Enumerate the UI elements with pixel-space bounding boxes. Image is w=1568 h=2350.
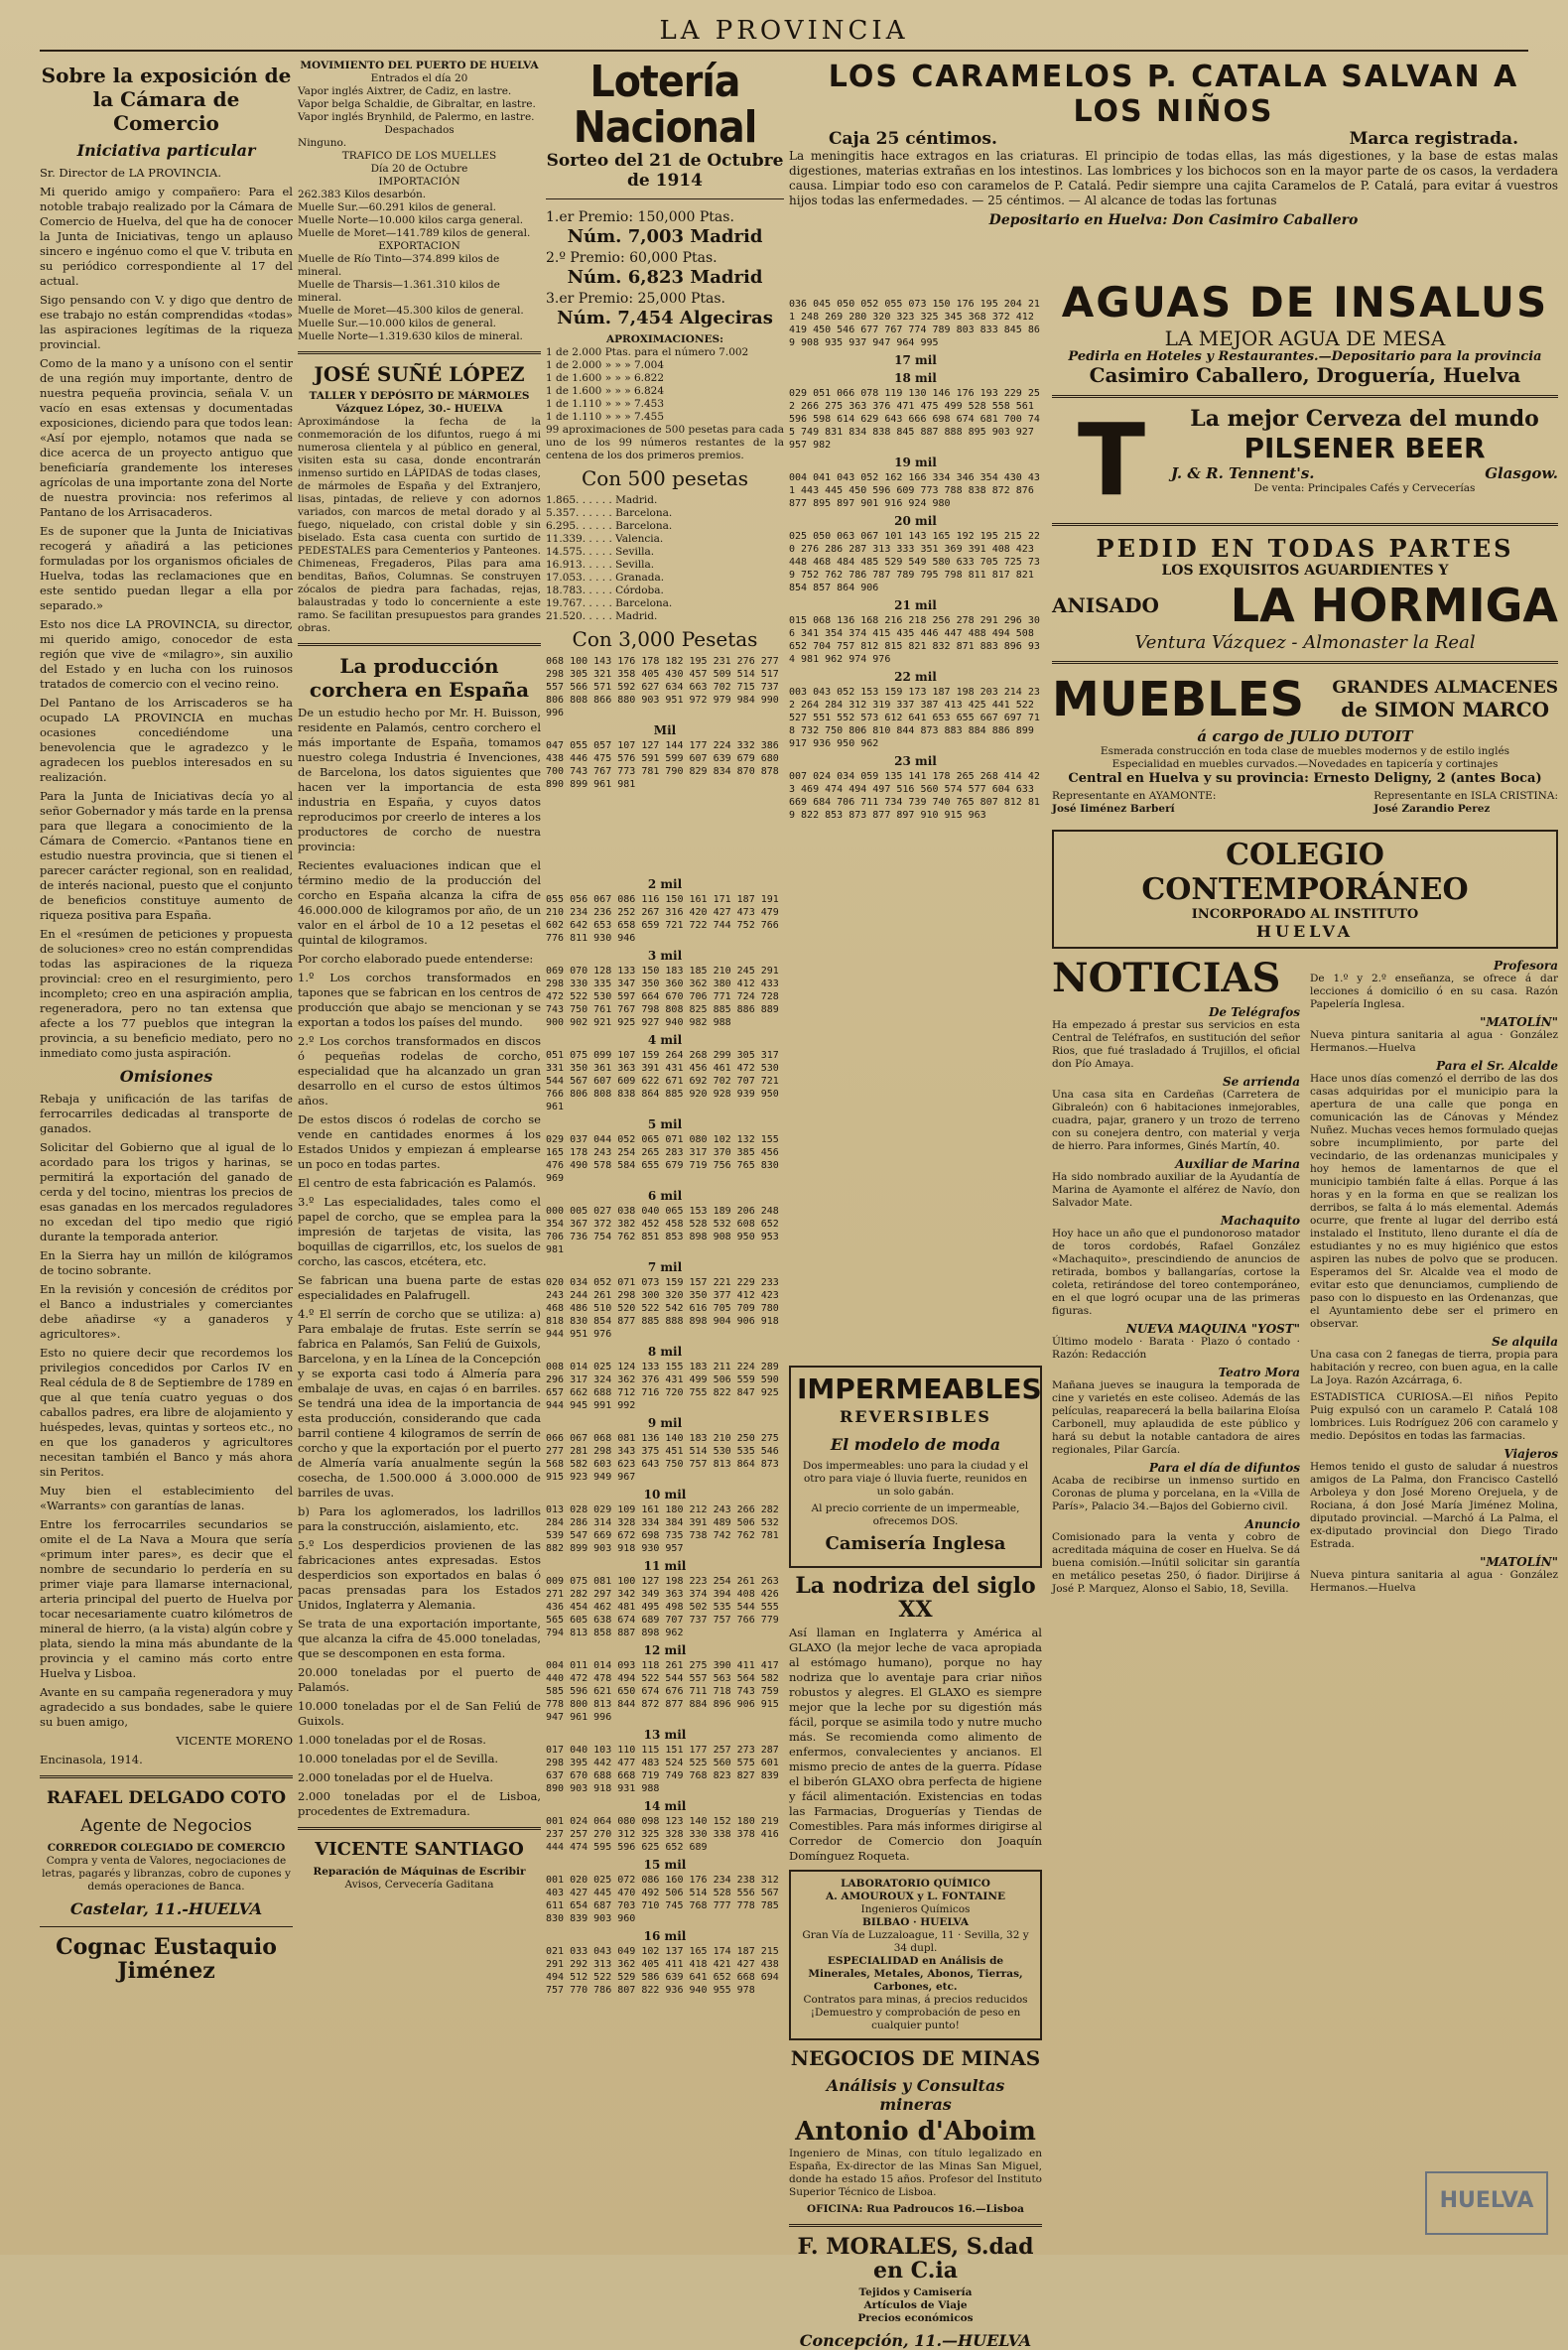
port-line: Despachados [384,124,455,136]
winner-500-row: 21.520. . . . . Madrid. [546,610,658,622]
beer-1: La mejor Cerveza del mundo [1190,406,1539,432]
article-paragraph: Solicitar del Gobierno que al igual de lo acordado para los trigos y harinas, se permitirá la exportación del ganado de cerda y del tocino, mientras los precios de esas ganadas en los mercados reguladores no excedan del tipo medio que rigió durante la temporada anterior. [40,1140,293,1243]
muebles: MUEBLES [1052,672,1305,727]
grid-heading: 6 mil [647,1189,683,1203]
noticia-text: Nueva pintura sanitaria al agua · González Hermanos.—Huelva [1310,1029,1558,1054]
noticia-heading: NUEVA MAQUINA "YOST" [1125,1322,1300,1336]
corcho-paragraph: 5.º Los desperdicios provienen de las fabricaciones antes expresadas. Estos desperdicios son exportados en balas ó pacas prensadas para los Estados Unidos, Inglaterra y Alemania. [298,1538,541,1612]
article-paragraph: Rebaja y unificación de las tarifas de ferrocarriles dedicadas al transporte de ganados. [40,1092,293,1135]
corcho-paragraph: 4.º El serrín de corcho que se utiliza: a) Para embalaje de frutas. Este serrín se fabrica en Palamós, San Feliú de Guixols, Barcelona, y en la Línea de la Concepción y se exporta casi todo á Almería para embalaje de uvas, en cajas ó en barriles. Se tendrá una idea de la importancia de esta producción, considerando que cada barril contiene 4 kilogramos de serrín de corcho y que la exportación por el puerto de Almería varía anualmente según la cosecha, de 1.500.000 á 3.000.000 de barriles de uvas. [298,1307,541,1500]
article-paragraph: Mi querido amigo y compañero: Para el notoble trabajo realizado por la Cámara de Comercio de Huelva, del que ha de conocer la Junta de Iniciativas, tengo un aplauso sincero e ingénuo como el que V. tributa en su periódico correspondiente al 17 del actual. [40,185,293,288]
lab-note2: ¡Demuestro y comprobación de peso en cualquier punto! [810,2007,1021,2031]
minas-sub: Análisis y Consultas mineras [826,2076,1005,2114]
insalus-contact: Casimiro Caballero, Droguería, Huelva [1089,363,1521,387]
corcho-paragraph: 10.000 toneladas por el de Sevilla. [298,1752,499,1765]
port-line: Día 20 de Octubre [370,163,468,175]
number-grid: 036 045 050 052 055 073 150 176 195 204 211 248 269 280 320 323 325 345 368 372 412 419 450 546 677 767 774 789 803 833 845 869 908 935 937 947 964 995 [789,299,1040,348]
minas-title: NEGOCIOS DE MINAS [790,2046,1041,2070]
lottery-column-2 [546,873,784,2233]
muebles-3: á cargo de JULIO DUTOIT [1197,727,1413,745]
noticia-text: ESTADISTICA CURIOSA.—El niños Pepito Puig expulsó con un caramelo P. Catalá 108 lombrices. Luis Rodríguez 206 con caramelo y medio. Depósitos en todas las farmacias. [1310,1391,1558,1442]
prize-1-number: Núm. 7,003 Madrid [567,226,763,247]
corcho-body [298,706,541,1819]
rep1: Representante en AYAMONTE: [1052,790,1217,802]
insalus-mesa: LA MEJOR AGUA DE MESA [1164,326,1446,350]
aprox-note: 99 aproximaciones de 500 pesetas para cada uno de los 99 números restantes de la centena de los dos primeros premios. [546,424,784,461]
imp-t2: Al precio corriente de un impermeable, ofrecemos DOS. [811,1502,1020,1527]
lottery-column-3 [789,298,1042,1360]
article-paragraph: Omisiones [119,1067,213,1086]
prize-2-number: Núm. 6,823 Madrid [567,267,763,288]
corcho-paragraph: 2.000 toneladas por el de Lisboa, procedentes de Extremadura. [298,1789,541,1818]
lab-spec: ESPECIALIDAD en Análisis de Minerales, Metales, Abonos, Tierras, Carbones, etc. [808,1955,1023,1993]
corcho-paragraph: 1.º Los corchos transformados en tapones que se fabrican en los centros de producción que abajo se mencionan y se exportan a todos los países del mundo. [298,971,541,1029]
grid-heading: 13 mil [643,1728,687,1742]
grid-heading: 12 mil [643,1643,687,1657]
noticia-text: Hemos tenido el gusto de saludar á nuestros amigos de La Palma, don Francisco Castelló Arboleya y don José Moreno Orejuela, y de Rociana, á don José María Jiménez Molina, diputado provincial. —Marchó á La Palma, el ex-diputado provincial don Diego Tirado Estrada. [1310,1461,1558,1550]
caramelos-brand: Marca registrada. [1349,129,1518,149]
grid-heading: 11 mil [643,1559,687,1573]
corcho-paragraph: De estos discos ó rodelas de corcho se vende en cantidades enormes á los Estados Unidos y empiezan á emplearse un poco en todas partes. [298,1112,541,1171]
lottery-column [546,57,785,790]
winner-500-row: 5.357. . . . . . Barcelona. [546,507,673,519]
noticia-text: Hace unos días comenzó el derribo de las dos casas adquiridas por el municipio para la apertura de una calle que ponga en comunicación las de Cánovas y Méndez Nuñez. Muchas veces hemos formulado quejas sobre incumplimiento, por parte del vecindario, de las ordenanzas municipales y hoy hemos de lamentarnos de que el municipio también falte á ellas. Porque á las horas y en la forma en que se realizan los derribos, se falta á lo más elemental. Además ocurre, que frente al lugar del derribo está instalado el Instituto, lleno durante el día de estudiantes y no es muy higiénico que estos aspiren las nubes de polvo que se producen. Esperamos del Sr. Alcalde vea el modo de evitar esto que denunciamos, cumpliendo de paso con lo dispuesto en las Ordenanzas, que el Ayuntamiento debe ser el primero en observar. [1310,1073,1558,1330]
muebles-4: Esmerada construcción en toda clase de muebles modernos y de estilo inglés [1100,745,1510,757]
lab-role: Ingenieros Químicos [860,1903,971,1915]
aprox-row: 1 de 1.600 » » » 6.824 [546,385,665,397]
article-paragraph: Esto no quiere decir que recordemos los privilegios concedidos por Carlos IV en Real cédula de 8 de Septiembre de 1789 en que al que tenía cuatro yeguas o dos caballos padres, era libre de alojamiento y huéspedes, levas, quintas y sorteos etc., no en que los ganaderos y agricultores necesitan también el Banco y más ahora sin Peritos. [40,1346,293,1479]
rep2: Representante en ISLA CRISTINA: [1373,790,1558,802]
muebles-1: GRANDES ALMACENES [1332,678,1558,698]
noticia-heading: Para el día de difuntos [1148,1461,1300,1475]
number-grid: 029 037 044 052 065 071 080 102 132 155 165 178 243 254 265 283 317 370 385 456 476 490 578 584 655 679 719 756 765 830 969 [546,1134,785,1184]
hormiga: LA HORMIGA [1230,579,1558,632]
caramelos-title: LOS CARAMELOS P. CATALA SALVAN A LOS NIÑOS [828,60,1519,129]
muebles-2: de SIMON MARCO [1341,698,1550,721]
corcho-paragraph: Se fabrican una buena parte de estas especialidades en Palafrugell. [298,1273,541,1302]
number-grid: 025 050 063 067 101 143 165 192 195 215 220 276 286 287 313 333 351 369 391 408 423 448 468 484 485 529 549 580 633 705 725 739 752 762 786 787 789 795 798 811 817 821 854 857 864 906 [789,531,1040,593]
article-paragraph: Sigo pensando con V. y digo que dentro de ese trabajo no están comprendidas «todas» las aspiraciones legítimas de la riqueza provincial. [40,293,293,351]
grid-heading: 22 mil [894,670,937,684]
winner-500-row: 19.767. . . . . Barcelona. [546,597,673,609]
port-line: Vapor belga Schaldie, de Gibraltar, en lastre. [298,98,536,110]
huelva-stamp-icon: HUELVA [1425,2171,1548,2235]
beer-5: De venta: Principales Cafés y Cervecerías [1253,482,1476,494]
noticia-heading: De Telégrafos [1208,1005,1300,1019]
number-grid: 000 005 027 038 040 065 153 189 206 248 354 367 372 382 452 458 528 532 608 652 706 736 754 762 851 853 898 908 950 953 981 [546,1206,785,1255]
grid-heading: 19 mil [894,456,937,469]
winner-500-row: 14.575. . . . . Sevilla. [546,546,655,558]
nodriza-text: Así llaman en Inglaterra y América al GLAXO (la mejor leche de vaca apropiada al estómago humano), porque no hay nodriza que lo aventaje para criar niños robustos y alegres. El GLAXO es siempre mejor que la leche por su digestión más fácil, porque se asimila todo y nutre mucho más. Se recomienda como alimento de enfermos, convalecientes y ancianos. El mismo precio de antes de la guerra. Pídase el biberón GLAXO obra perfecta de higiene y fácil alimentación. Existencias en todas las Farmacias, Droguerías y Tiendas de Comestibles. Para más informes dirigirse al Corredor de Comercio don Joaquín Domínguez Roqueta. [789,1626,1042,1863]
number-grid: 066 067 068 081 136 140 183 210 250 275 277 281 298 343 375 451 514 530 535 546 568 582 603 623 643 750 757 813 864 873 915 923 949 967 [546,1433,785,1483]
winner-500-row: 16.913. . . . . Sevilla. [546,559,655,571]
noticias-title: NOTICIAS [1052,955,1281,1001]
port-title: MOVIMIENTO DEL PUERTO DE HUELVA [300,60,539,71]
grid-heading: 23 mil [894,754,937,768]
number-grid: 007 024 034 059 135 141 178 265 268 414 423 469 474 494 497 516 560 574 577 604 633 669 684 706 711 734 739 740 765 807 812 819 822 853 873 877 897 910 915 963 [789,771,1040,821]
ad-cognac: Cognac Eustaquio Jiménez [56,1934,277,1984]
ad-sune-desc: Aproximándose la fecha de la conmemoración de los difuntos, ruego á mi numerosa clientela y al público en general, visiten esta su casa, donde encontrarán inmenso surtido en LÁPIDAS de todas clases, de mármoles de España y del Extranjero, lisas, pintadas, de relieve y con adornos variados, con marcos de metal dorado y al fuego, niquelado, con cristal doble y sin biselado. Esta casa cuenta con surtido de PEDESTALES para Cementerios y Panteones. Chimeneas, Fregaderos, Pilas para ama benditas, Baños, Columnas. Se construyen zócalos de piedra para fachadas, rejas, balaustradas y todo lo concerniente a este ramo. Se facilitan presupuestos para grandes obras. [298,416,541,634]
article-paragraph: En la revisión y concesión de créditos por el Banco a industriales y comerciantes debe añadirse «y a ganaderos y agricultores». [40,1282,293,1341]
port-line: Muelle Sur.—60.291 kilos de general. [298,201,497,213]
grid-heading: 10 mil [643,1488,687,1501]
muebles-5: Especialidad en muebles curvados.—Novedades en tapicería y cortinajes [1111,758,1499,770]
minas-name: Antonio d'Aboim [795,2117,1036,2147]
noticias-left [1052,955,1300,1600]
noticia-text: Ha empezado á prestar sus servicios en esta Central de Teléfrafos, en sustitución del señor Rios, que fué trasladado á Trujillos, el oficial don Pío Amaya. [1052,1019,1300,1070]
beer-3: J. & R. Tennent's. [1171,464,1315,482]
port-line: Muelle de Moret—141.789 kilos de general. [298,227,531,239]
caramelos-ad [789,60,1558,268]
beer-ad [1052,402,1558,518]
grid-heading: 5 mil [647,1117,683,1131]
noticia-heading: Para el Sr. Alcalde [1436,1059,1558,1073]
ad-santiago-desc: Reparación de Máquinas de Escribir [313,1866,526,1878]
beer-4: Glasgow. [1485,464,1558,482]
noticia-text: Una casa sita en Cardeñas (Carretera de Gibraleón) con 6 habitaciones inmejorables, cuadra, pajar, granero y un trozo de terreno con su conejera dentro, con material y verja de hierro. Para informes, Ginés Martín, 40. [1052,1089,1300,1152]
corcho-paragraph: Por corcho elaborado puede entenderse: [298,952,534,966]
corcho-paragraph: 3.º Las especialidades, tales como el papel de corcho, que se emplea para la impresión de tarjetas de visita, las boquillas de cigarrillos, etc, los suelos de corcho, las cascos, etcétera, etc. [298,1195,541,1268]
grid-heading: 9 mil [647,1416,683,1430]
caramelos-text: La meningitis hace extragos en las criaturas. El principio de todas ellas, las más digestiones, y la base de estas malas digestiones, materias extrañas en los intestinos. Las lombrices y los bichocos son en la mayor parte de os casos, la verdadera causa. Limpiar todo eso con caramelos de P. Catalá. Pedir siempre una cajita Caramelos de P. Catalá, para evitar á vuestros hijos todas las enfermedades. — 25 céntimos. — Al alcance de todas las fortunas [789,149,1558,207]
port-line: Muelle de Moret—45.300 kilos de general. [298,305,524,317]
h3000: Con 3,000 Pesetas [572,627,758,651]
aprox-row: 1 de 2.000 Ptas. para el número 7.002 [546,346,749,358]
insalus-text: Pedirla en Hoteles y Restaurantes.—Depositario para la provincia [1068,349,1542,364]
grid-heading: 14 mil [643,1799,687,1813]
ad-delgado-desc: Compra y venta de Valores, negociaciones de letras, pagarés y libranzas, cobro de cupones y demás operaciones de Banca. [42,1855,291,1893]
number-grid: 008 014 025 124 133 155 183 211 224 289 296 317 324 362 376 431 499 506 559 590 657 662 688 712 716 720 755 822 847 925 944 945 991 992 [546,1362,785,1411]
ad-delgado-role: Agente de Negocios [80,1816,252,1836]
grid-heading: 18 mil [894,371,937,385]
port-line: Muelle Sur.—10.000 kilos de general. [298,318,497,329]
article-body [40,166,293,1730]
article-paragraph: En el «resúmen de peticiones y propuesta de soluciones» creo no están comprendidas todas las aspiraciones de la riqueza provincial: creo en el resurgimiento, pero incompleto; creo en una aspiración amplia, regeneradora, pero no tan extensa que afecte a los 77 pueblos que integran la provincia, a su beneficio mediato, pero no inmediato como justa aspiración. [40,927,293,1060]
article-paragraph: Muy bien el establecimiento del «Warrants» con garantías de lanas. [40,1484,293,1512]
grid-heading: 17 mil [894,353,937,367]
article-paragraph: Entre los ferrocarriles secundarios se omite el de La Nava a Moura que sería «primum inter pares», es decir que el nombre de secundario lo perdería en su primer viaje para llamarse internacional, arteria principal del puerto de Huelva por tocar necesariamente cuatro kilómetros de mineral de hierro, (a la vista) algún cobre y plata, siendo la mina más abundante de la provincia y el camino más corto entre Huelva y Lisboa. [40,1517,293,1680]
noticia-text: Hoy hace un año que el pundonoroso matador de toros cordobés, Rafael González «Machaquito», prescindiendo de anuncios de retirada, bombos y ballangarías, cortose la coleta, retirándose del toreo contemporáneo, en el que logró ocupar una de las primeras figuras. [1052,1228,1300,1317]
noticia-text: Comisionado para la venta y cobro de acreditada máquina de coser en Huelva. Se dá buena comisión.—Inútil solicitar sin garantía en metálico pesetas 250, ó fiador. Dirijirse á José P. Marquez, Alonso el Sabio, 18, Sevilla. [1052,1531,1300,1595]
grid-heading: 7 mil [647,1260,683,1274]
aprox-row: 1 de 1.600 » » » 6.822 [546,372,665,384]
colegio-title: COLEGIO CONTEMPORÁNEO [1141,838,1469,907]
imp-name: Camisería Inglesa [825,1533,1006,1554]
article-paragraph: En la Sierra hay un millón de kilógramos de tocino sobrante. [40,1248,293,1277]
number-grid: 004 041 043 052 162 166 334 346 354 430 431 443 445 450 596 609 773 788 838 872 876 877 895 897 901 916 924 980 [789,472,1040,509]
article-paragraph: Como de la mano y a unísono con el sentir de una región muy importante, dentro de nuestra pequeña provincia, señala V. un vacío en esas extensas y documentadas exposiciones, diciendo para que todos lean: «Así por ejemplo, notamos que nada se dice acerca de un proyecto antiguo que beneficiaría grandemente los intereses agrícolas de una importante zona del Norte de nuestra provincia: nos referimos al Pantano de los Arrisacaderos. [40,356,293,519]
prize-2: 2.º Premio: 60,000 Ptas. [546,250,718,266]
number-grid: 055 056 067 086 116 150 161 171 187 191 210 234 236 252 267 316 420 427 473 479 602 642 653 658 659 721 722 744 752 766 776 811 930 946 [546,894,785,944]
grid-heading: 4 mil [647,1033,683,1047]
winner-500-row: 11.339. . . . . Valencia. [546,533,664,545]
corcho-paragraph: 2.º Los corchos transformados en discos ó pequeñas rodelas de corcho, especialidad que ha alcanzado un gran desarrollo en el curso de estos últimos años. [298,1034,541,1108]
grid-heading: 15 mil [643,1858,687,1872]
noticia-heading: Anuncio [1244,1517,1300,1531]
ad-sune-addr: Vázquez López, 30.- HUELVA [335,403,503,415]
lab-title: LABORATORIO QUÍMICO [841,1878,990,1890]
corcho-paragraph: Recientes evaluaciones indican que el término medio de la producción del corcho en España alcanza la cifra de 46.000.000 de kilogramos por año, de un valor en el árbol de 10 a 12 pesetas el quintal de kilogramos. [298,858,541,947]
ad-sune-name: JOSÉ SUÑÉ LÓPEZ [314,362,525,386]
number-grid: 001 020 025 072 086 160 176 234 238 312 403 427 445 470 492 506 514 528 556 567 611 654 687 703 710 745 768 777 778 785 830 839 903 960 [546,1875,785,1924]
number-grid: 051 075 099 107 159 264 268 299 305 317 331 350 361 363 391 431 456 461 472 530 544 567 607 609 622 671 692 702 707 721 766 806 808 838 864 885 920 928 939 950 961 [546,1050,785,1112]
grid-heading: 21 mil [894,598,937,612]
aprox-row: 1 de 2.000 » » » 7.004 [546,359,665,371]
port-line: Vapor inglés Aixtrer, de Cadiz, en lastre. [298,85,512,97]
article-paragraph: Para la Junta de Iniciativas decía yo al señor Gobernador y más tarde en la prensa para que llegara a conocimiento de la Cámara de Comercio. «Pantanos tiene en estudio nuestra provincia, que si tienen el parecer carácter regional, son en realidad, de interés nacional, puesto que el conjunto de beneficios constituye aumento de riqueza positiva para España. [40,789,293,922]
lab-addr: Gran Vía de Luzzaloague, 11 · Sevilla, 32 y 34 dupl. [802,1929,1029,1954]
noticia-text: De 1.º y 2.º enseñanza, se ofrece á dar lecciones á domicilio ó en su casa. Razón Papelería Inglesa. [1310,973,1558,1010]
ad-delgado-addr: Castelar, 11.-HUELVA [69,1899,263,1918]
masthead: LA PROVINCIA [40,10,1528,52]
number-grid: 001 024 064 080 098 123 140 152 180 219 237 257 270 312 325 328 330 338 378 416 444 474 595 596 625 652 689 [546,1816,785,1853]
article-paragraph: Es de suponer que la Junta de Iniciativas recogerá y añadirá a las peticiones formuladas por los organismos oficiales de Huelva, todas las reclamaciones que en este sentido puedan llegar a ella por separado.» [40,524,293,612]
corcho-paragraph: b) Para los aglomerados, los ladrillos para la construcción, aislamiento, etc. [298,1504,541,1533]
minas-office: OFICINA: Rua Padroucos 16.—Lisboa [807,2203,1024,2215]
impermeables-ad [789,1366,1042,1568]
lab-city: BILBAO · HUELVA [862,1916,969,1928]
ad-santiago-addr: Avisos, Cervecería Gaditana [344,1879,494,1891]
grid-mil-h: Mil [653,723,677,737]
port-line: IMPORTACIÓN [378,176,460,188]
port-line: TRAFICO DE LOS MUELLES [341,150,497,162]
number-grid: 021 033 043 049 102 137 165 174 187 215 291 292 313 362 405 411 418 421 427 438 494 512 522 529 586 639 641 652 668 694 757 770 786 807 822 936 940 955 978 [546,1946,785,1996]
aprox-row: 1 de 1.110 » » » 7.453 [546,398,665,410]
imp-title: IMPERMEABLES [797,1372,1042,1405]
colegio-sub: INCORPORADO AL INSTITUTO [1191,907,1419,922]
corcho-paragraph: 20.000 toneladas por el puerto de Palamós. [298,1665,541,1694]
article-paragraph: Sr. Director de LA PROVINCIA. [40,166,222,180]
morales-title: F. MORALES, S.dad en C.ia [797,2234,1034,2284]
noticia-heading: "MATOLÍN" [1480,1015,1558,1029]
number-grid: 020 034 052 071 073 159 157 221 229 233 243 244 261 298 300 320 350 377 412 423 468 486 510 520 522 542 616 705 709 780 818 830 854 877 885 888 898 904 906 918 944 951 976 [546,1277,785,1340]
imp-t1: Dos impermeables: uno para la ciudad y el otro para viaje ó lluvia fuerte, reunidos en un solo gabán. [802,1460,1029,1498]
pedid: PEDID EN TODAS PARTES [1096,534,1514,563]
article-subtitle: Iniciativa particular [76,141,256,160]
noticia-text: Último modelo · Barata · Plazo ó contado · Razón: Redacción [1052,1336,1300,1361]
port-line: Entrados el día 20 [370,72,468,84]
noticia-heading: Auxiliar de Marina [1175,1157,1300,1171]
number-grid: 029 051 066 078 119 130 146 176 193 229 252 266 275 363 376 471 475 499 528 558 561 596 598 614 629 643 666 698 674 681 700 745 749 831 834 838 845 887 888 895 903 927 957 982 [789,388,1040,451]
noticia-heading: Machaquito [1220,1214,1300,1228]
port-line: Muelle de Río Tinto—374.899 kilos de mineral. [298,253,500,278]
rep2-name: José Zarandio Perez [1373,803,1491,815]
minas-text: Ingeniero de Minas, con título legalizado en España, Ex-director de las Minas San Miguel, donde ha estado 15 años. Profesor del Instituto Superior Técnico de Lisboa. [789,2148,1042,2198]
corcho-title: La producción corchera en España [309,654,530,702]
article-paragraph: Del Pantano de los Arriscaderos se ha ocupado LA PROVINCIA en muchas ocasiones concediéndome una benevolencia que le agradezco y le agradecen los pueblos interesados en su realización. [40,696,293,784]
beer-2: PILSENER BEER [1243,432,1486,464]
grid-heading: 3 mil [647,949,683,963]
noticia-text: Mañana jueves se inaugura la temporada de cine y varietés en este coliseo. Además de las películas, reaparecerá la bella bailarina Eloísa Carbonell, muy aplaudida de este público y hará su debut la notable cantadora de aires regionales, Pilar García. [1052,1379,1300,1456]
prize-3-number: Núm. 7,454 Algeciras [557,308,773,328]
insalus-title: AGUAS DE INSALUS [1061,278,1549,326]
column-5 [1052,278,1558,2233]
number-grid: 015 068 136 168 216 218 256 278 291 296 306 341 354 374 415 435 446 447 488 494 508 652 704 757 812 815 821 832 871 883 896 934 981 962 974 976 [789,615,1040,665]
winner-500-row: 18.783. . . . . Córdoba. [546,585,664,596]
noticia-heading: Se arrienda [1223,1075,1300,1089]
winner-500-row: 6.295. . . . . . Barcelona. [546,520,673,532]
prize-1: 1.er Premio: 150,000 Ptas. [546,209,734,225]
noticia-heading: "MATOLÍN" [1480,1555,1558,1569]
lottery-title: Lotería Nacional [573,57,757,153]
port-line: Vapor inglés Brynhild, de Palermo, en lastre. [298,111,535,123]
signature: VICENTE MORENO [176,1734,293,1748]
column-2 [298,60,541,2233]
number-grid: 013 028 029 109 161 180 212 243 266 282 284 286 314 328 334 384 391 489 506 532 539 547 669 672 698 735 738 742 762 781 882 899 903 918 930 957 [546,1504,785,1554]
colegio-city: HUELVA [1255,922,1355,941]
morales-addr: Concepción, 11.—HUELVA [799,2331,1032,2350]
place-date: Encinasola, 1914. [40,1753,143,1766]
nodriza-title: La nodriza del siglo XX [795,1573,1036,1623]
ad-santiago-name: VICENTE SANTIAGO [315,1839,524,1860]
grid-heading: 2 mil [647,877,683,891]
port-lines [298,72,541,343]
noticia-text: Una casa con 2 fanegas de tierra, propia para habitación y recreo, con buen agua, en la calle La Joya. Razón Azcárraga, 6. [1310,1349,1558,1386]
morales-l3: Precios económicos [857,2312,974,2324]
corcho-paragraph: 1.000 toneladas por el de Rosas. [298,1733,486,1747]
number-grid: 069 070 128 133 150 183 185 210 245 291 298 330 335 347 350 360 362 380 412 433 472 522 530 597 664 670 706 771 724 728 743 750 761 767 798 808 825 885 886 889 900 902 921 925 927 940 982 988 [546,966,785,1028]
noticia-heading: Se alquila [1492,1335,1558,1349]
noticia-text: Nueva pintura sanitaria al agua · González Hermanos.—Huelva [1310,1569,1558,1594]
morales-l2: Artículos de Viaje [863,2299,968,2311]
aprox-list [546,346,784,424]
port-line: 262.383 Kilos desarbón. [298,189,427,200]
corcho-paragraph: 2.000 toneladas por el de Huelva. [298,1770,493,1784]
imp-sub: REVERSIBLES [840,1407,991,1426]
muebles-6: Central en Huelva y su provincia: Ernesto Deligny, 2 (antes Boca) [1068,771,1542,786]
grid-heading: 20 mil [894,514,937,528]
article-title: Sobre la exposición de la Cámara de Comercio [41,64,292,135]
imp-model: El modelo de moda [830,1435,1001,1454]
article-paragraph: Avante en su campaña regeneradora y muy agradecido a sus bondades, sabe le quiere su buen amigo, [40,1685,293,1729]
corcho-paragraph: De un estudio hecho por Mr. H. Buisson, residente en Palamós, centro corchero el más importante de España, tomamos nuestro colega Industria é Invenciones, de Barcelona, los datos siguientes que hacen ver la importancia de esta industria en España, y cuyos datos reproducimos por creerlo de interes a los productores de corcho de nuestra provincia: [298,706,541,853]
column-1 [40,60,293,2233]
caramelos-dep: Depositario en Huelva: Don Casimiro Caballero [988,212,1359,228]
grid-heading: 8 mil [647,1345,683,1359]
aprox-heading: APROXIMACIONES: [605,333,724,345]
list-500 [546,494,784,623]
noticia-heading: Profesora [1493,959,1558,973]
grid-0: 068 100 143 176 178 182 195 231 276 277 298 305 321 358 405 430 457 509 514 517 557 566 571 592 627 634 663 702 715 737 806 808 866 880 903 951 972 979 984 990 996 [546,656,785,718]
aprox-row: 1 de 1.110 » » » 7.455 [546,411,665,423]
lottery-sub: Sorteo del 21 de Octubre de 1914 [546,151,784,191]
caramelos-price: Caja 25 céntimos. [829,129,997,149]
corcho-paragraph: El centro de esta fabricación es Palamós. [298,1176,537,1190]
ads-column [789,1360,1042,2350]
anisado: ANISADO [1052,593,1159,617]
winner-500-row: 17.053. . . . . Granada. [546,572,665,584]
noticia-heading: Teatro Mora [1218,1366,1300,1379]
hormiga-2: Ventura Vázquez - Almonaster la Real [1134,632,1476,653]
rep1-name: José Iiménez Barberí [1052,803,1175,815]
number-grid: 017 040 103 110 115 151 177 257 273 287 298 395 442 477 483 524 525 560 575 601 637 670 688 668 719 749 768 823 827 839 890 903 918 931 988 [546,1745,785,1794]
trade-mark-t-icon: T [1077,402,1146,518]
number-grid: 003 043 052 153 159 173 187 198 203 214 232 264 284 312 319 337 387 413 425 441 522 527 551 552 573 612 641 653 655 667 697 718 732 750 806 810 844 873 883 884 886 899 917 936 950 962 [789,687,1040,749]
ad-sune-sub: TALLER Y DEPÓSITO DE MÁRMOLES [309,390,530,402]
ad-delgado-line: CORREDOR COLEGIADO DE COMERCIO [47,1842,286,1854]
port-line: Muelle de Tharsis—1.361.310 kilos de mineral. [298,279,500,304]
port-line: Muelle Norte—10.000 kilos carga general. [298,214,524,226]
noticias-right [1310,955,1558,1599]
corcho-paragraph: Se trata de una exportación importante, que alcanza la cifra de 45.000 toneladas, que se descomponen en esta forma. [298,1617,541,1660]
noticia-heading: Viajeros [1503,1447,1558,1461]
lab-note: Contratos para minas, á precios reducidos [803,1994,1028,2006]
winner-500-row: 1.865. . . . . . Madrid. [546,494,658,506]
article-paragraph: Esto nos dice LA PROVINCIA, su director, mi querido amigo, conocedor de esta región que vive de «milagro», sin auxilio del Estado y en lucha con los ruinosos tratados de comercio con el vecino reino. [40,617,293,691]
corcho-paragraph: 10.000 toneladas por el de San Feliú de Guixols. [298,1699,541,1728]
morales-l1: Tejidos y Camisería [858,2286,973,2298]
h500: Con 500 pesetas [581,466,749,490]
lab-names: A. AMOUROUX y L. FONTAINE [826,1891,1005,1902]
noticia-text: Ha sido nombrado auxiliar de la Ayudantía de Marina de Ayamonte el alférez de Navío, don Salvador Mate. [1052,1171,1300,1209]
prize-3: 3.er Premio: 25,000 Ptas. [546,291,725,307]
number-grid: 009 075 081 100 127 198 223 254 261 263 271 282 297 342 349 363 374 394 408 426 436 454 462 481 495 498 502 535 544 555 565 605 638 674 689 707 737 757 766 779 794 813 858 887 898 962 [546,1576,785,1638]
port-line: Ninguno. [298,137,347,149]
noticia-text: Acaba de recibirse un inmenso surtido en Coronas de pluma y porcelana, en la «Villa de París», Palacio 34.—Bajos del Gobierno civil. [1052,1475,1300,1512]
ad-delgado-name: RAFAEL DELGADO COTO [46,1788,287,1808]
number-grid: 004 011 014 093 118 261 275 390 411 417 440 472 478 494 522 544 557 563 564 582 585 596 621 650 674 676 711 718 743 759 778 800 813 844 872 877 884 896 906 915 947 961 996 [546,1660,785,1723]
lab-ad [789,1870,1042,2040]
grid-1: 047 055 057 107 127 144 177 224 332 386 438 446 475 576 591 599 607 639 679 680 700 743 767 773 781 790 829 834 870 878 890 899 961 981 [546,740,785,790]
port-line: Muelle Norte—1.319.630 kilos de mineral. [298,330,523,342]
grid-heading: 16 mil [643,1929,687,1943]
port-line: EXPORTACION [378,240,460,252]
exq: LOS EXQUISITOS AGUARDIENTES Y [1161,563,1449,579]
